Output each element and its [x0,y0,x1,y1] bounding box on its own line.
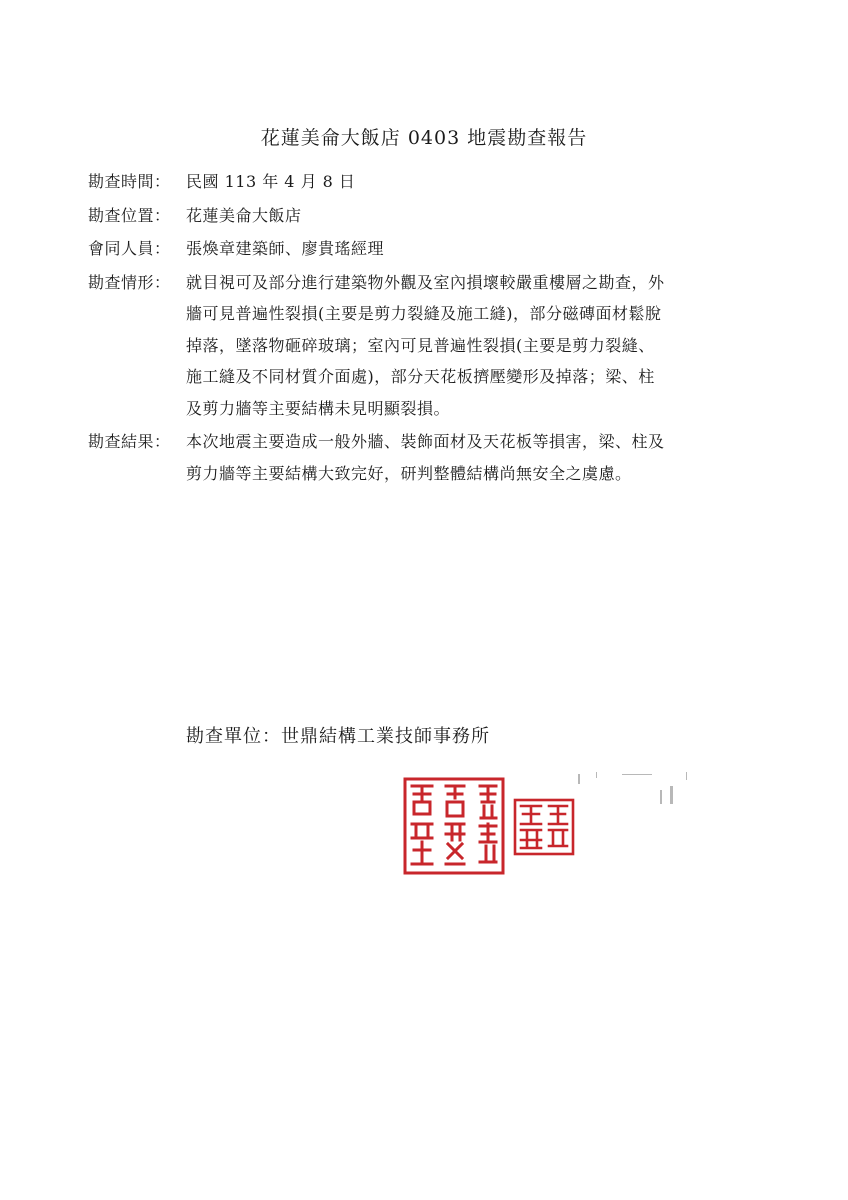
field-label: 會同人員： [88,239,171,258]
field-inspection-result [88,426,768,489]
field-inspection-time [88,166,768,198]
field-value: 張煥章建築師、廖貴瑤經理 [186,239,385,258]
scan-artifact [574,768,704,808]
field-label: 勘查時間： [88,172,171,191]
report-title: 花蓮美侖大飯店 0403 地震勘查報告 [260,127,588,149]
field-accompanying-persons [88,233,768,265]
field-inspection-situation [88,267,768,425]
field-label: 勘查位置： [88,205,171,225]
office-seal-stamp [402,776,506,876]
field-value: 民國 113 年 4 月 8 日 [186,172,356,191]
field-value: 花蓮美侖大飯店 [186,205,302,225]
engineer-seal-stamp [513,798,575,856]
field-value: 就目視可及部分進行建築物外觀及室內損壞較嚴重樓層之勘查，外 牆可見普遍性裂損(主要是剪力裂縫及施工縫)，部分磁磚面材鬆脫 掉落，墜落物砸碎玻璃；室內可見普遍性裂損(主要是剪力裂縫、 施工縫及不同材質介面處)，部分天花板擠壓變形及掉落；梁、柱 及剪力牆等主要結構未見明顯裂損。 [186,272,665,418]
field-label: 勘查情形： [88,272,171,292]
inspection-unit: 勘查單位：世鼎結構工業技師事務所 [186,726,490,747]
field-inspection-location [88,200,768,232]
field-label: 勘查結果： [88,432,171,451]
field-value: 本次地震主要造成一般外牆、裝飾面材及天花板等損害，梁、柱及 剪力牆等主要結構大致完好，研判整體結構尚無安全之虞慮。 [186,432,665,483]
report-fields [88,166,768,491]
